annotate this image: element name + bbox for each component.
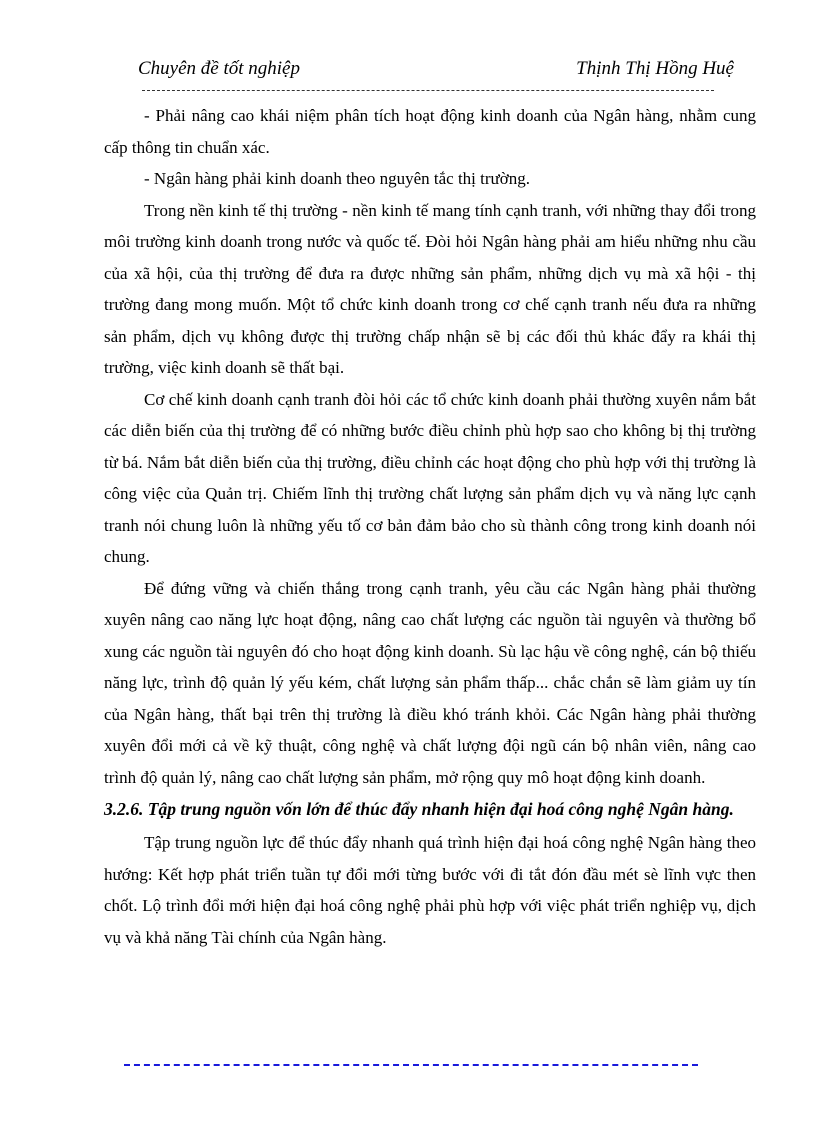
bullet-paragraph: - Ngân hàng phải kinh doanh theo nguyên tắc thị trường.: [144, 169, 530, 188]
section-heading: 3.2.6. Tập trung nguồn vốn lớn để thúc đẩy nhanh hiện đại hoá công nghệ Ngân hàng.: [104, 799, 734, 819]
body-paragraph: Cơ chế kinh doanh cạnh tranh đòi hỏi các tổ chức kinh doanh phải thường xuyên nắm bắt các diễn biến của thị trường để có những bước điều chỉnh phù hợp sao cho không bị thị trường từ bá. Nắm bắt diễn biến của thị trường, điều chỉnh các hoạt động cho phù hợp với thị trường là công việc của Quản trị. Chiếm lĩnh thị trường chất lượng sản phẩm dịch vụ và năng lực cạnh tranh nói chung luôn là những yếu tố cơ bản đảm bảo cho sù thành công trong kinh doanh nói chung.: [104, 389, 756, 566]
header-divider: [142, 90, 714, 91]
header-title: Chuyên đề tốt nghiệp: [138, 58, 300, 79]
page-header: [138, 58, 734, 84]
body-paragraph: Trong nền kinh tế thị trường - nền kinh tế mang tính cạnh tranh, với những thay đổi trong môi trường kinh doanh trong nước và quốc tế. Đòi hỏi Ngân hàng phải am hiểu những nhu cầu của xã hội, của thị trường để đưa ra được những sản phẩm, những dịch vụ mà xã hội - thị trường đang mong muốn. Một tổ chức kinh doanh trong cơ chế cạnh tranh nếu đưa ra những sản phẩm, dịch vụ không được thị trường chấp nhận sẽ bị các đối thủ khác đẩy ra khái thị trường, việc kinh doanh sẽ thất bại.: [104, 200, 756, 377]
bullet-paragraph: - Phải nâng cao khái niệm phân tích hoạt động kinh doanh của Ngân hàng, nhằm cung cấp thông tin chuẩn xác.: [104, 106, 756, 157]
document-body: [104, 100, 756, 953]
section-paragraph: Tập trung nguồn lực để thúc đẩy nhanh quá trình hiện đại hoá công nghệ Ngân hàng theo hướng: Kết hợp phát triển tuần tự đổi mới từng bước với đi tắt đón đầu mét sè lĩnh vực then chốt. Lộ trình đổi mới hiện đại hoá công nghệ phải phù hợp với việc phát triển nghiệp vụ, dịch vụ và khả năng Tài chính của Ngân hàng.: [104, 833, 756, 947]
header-author: Thịnh Thị Hồng Huệ: [576, 58, 734, 79]
footer-divider: [124, 1064, 698, 1066]
body-paragraph: Để đứng vững và chiến thắng trong cạnh tranh, yêu cầu các Ngân hàng phải thường xuyên nâng cao năng lực hoạt động, nâng cao chất lượng các nguồn tài nguyên và thường bổ xung các nguồn tài nguyên đó cho hoạt động kinh doanh. Sù lạc hậu về công nghệ, cán bộ thiếu năng lực, trình độ quản lý yếu kém, chất lượng sản phẩm thấp... chắc chắn sẽ làm giảm uy tín của Ngân hàng, thất bại trên thị trường là điều khó tránh khỏi. Các Ngân hàng phải thường xuyên đổi mới cả về kỹ thuật, công nghệ và chất lượng đội ngũ cán bộ nhân viên, nâng cao trình độ quản lý, nâng cao chất lượng sản phẩm, mở rộng quy mô hoạt động kinh doanh.: [104, 578, 756, 787]
